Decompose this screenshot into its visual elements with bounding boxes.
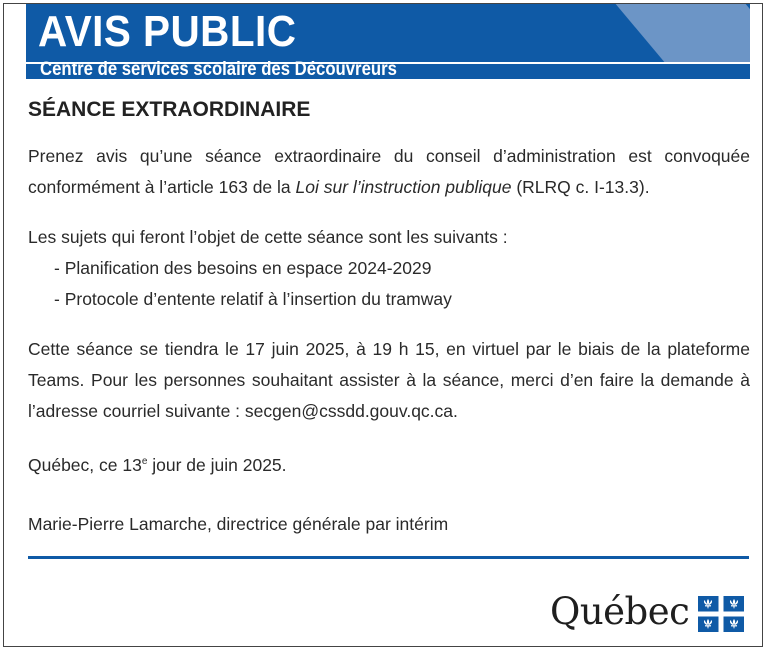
page-title: AVIS PUBLIC (38, 7, 297, 56)
convocation-text: Prenez avis qu’une séance extraordinaire du conseil d’administration est convoquée conformément à l’article 163 de la (28, 146, 750, 197)
list-item: - Protocole d’entente relatif à l’insertion du tramway (54, 289, 452, 309)
signature: Marie-Pierre Lamarche, directrice générale par intérim (28, 514, 449, 534)
logo-wordmark: Québec (550, 590, 690, 633)
date-month-year: jour de juin 2025. (147, 455, 287, 475)
organization-name: Centre de services scolaire des Découvreurs (40, 59, 397, 80)
divider (28, 556, 749, 559)
fleurdelise-flag-icon (698, 596, 744, 632)
notice-frame (3, 3, 763, 647)
subjects-intro: Les sujets qui feront l’objet de cette séance sont les suivants : (28, 227, 508, 247)
convocation-paragraph (28, 141, 750, 203)
date-line (28, 450, 750, 481)
banner-stripe (616, 4, 750, 62)
date-ordinal: e (141, 456, 148, 468)
notice-heading: SÉANCE EXTRAORDINAIRE (28, 98, 311, 121)
date-text: Québec, ce 13 (28, 455, 142, 475)
law-title: Loi sur l’instruction publique (295, 177, 512, 197)
meeting-details-paragraph: Cette séance se tiendra le 17 juin 2025, à 19 h 15, en virtuel par le biais de la plateforme Teams. Pour les personnes souhaitant assister à la séance, merci d’en faire la demande à l’adresse courriel suivante : secgen@cssdd.gouv.qc.ca. (28, 339, 750, 421)
organization-bar (26, 59, 750, 80)
list-item: - Planification des besoins en espace 2024-2029 (54, 258, 432, 278)
subjects-section (28, 222, 750, 315)
quebec-logo (550, 592, 750, 638)
law-reference: (RLRQ c. I-13.3). (511, 177, 650, 197)
header-banner (26, 4, 750, 62)
